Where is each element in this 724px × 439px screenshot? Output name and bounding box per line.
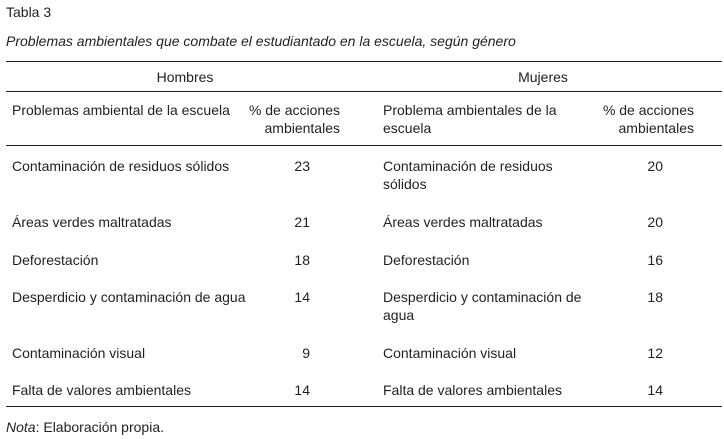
row-2-men-percent: 21 — [294, 214, 310, 230]
row-5-women-problem: Contaminación visual — [383, 345, 517, 361]
row-3-women-problem: Deforestación — [383, 252, 470, 268]
header-rule — [6, 145, 722, 146]
row-5-women-percent: 12 — [647, 345, 663, 361]
table-label: Tabla 3 — [6, 4, 52, 20]
row-3-men-percent: 18 — [294, 252, 310, 268]
row-1-men-problem: Contaminación de residuos sólidos — [12, 158, 230, 174]
row-5-men-percent: 9 — [302, 345, 310, 361]
row-4-women-problem: Desperdicio y contaminación de agua — [383, 289, 582, 323]
row-4-men-percent: 14 — [294, 289, 310, 305]
row-2-women-problem: Áreas verdes maltratadas — [383, 214, 543, 230]
row-3-men-problem: Deforestación — [12, 252, 99, 268]
row-6-men-percent: 14 — [294, 382, 310, 398]
group-header-men: Hombres — [156, 69, 214, 85]
row-6-women-problem: Falta de valores ambientales — [383, 382, 562, 398]
row-6-women-percent: 14 — [647, 382, 663, 398]
header-women-problem: Problema ambientales de la escuela — [383, 102, 557, 136]
note-label: Nota — [6, 419, 36, 435]
row-1-men-percent: 23 — [294, 158, 310, 174]
row-4-men-problem: Desperdicio y contaminación de agua — [12, 289, 246, 305]
row-5-men-problem: Contaminación visual — [12, 345, 146, 361]
row-2-men-problem: Áreas verdes maltratadas — [12, 214, 172, 230]
header-women-percent: % de acciones ambientales — [602, 102, 694, 136]
row-4-women-percent: 18 — [647, 289, 663, 305]
row-6-men-problem: Falta de valores ambientales — [12, 382, 191, 398]
table-note — [6, 419, 164, 435]
row-3-women-percent: 16 — [647, 252, 663, 268]
row-1-women-problem: Contaminación de residuos sólidos — [383, 158, 553, 192]
group-header-women: Mujeres — [518, 69, 568, 85]
table-title: Problemas ambientales que combate el estudiantado en la escuela, según género — [6, 33, 516, 49]
header-men-percent: % de acciones ambientales — [248, 102, 340, 136]
row-1-women-percent: 20 — [647, 158, 663, 174]
header-men-problem: Problemas ambiental de la escuela — [12, 102, 230, 118]
note-text: : Elaboración propia. — [35, 419, 164, 435]
group-rule — [6, 91, 722, 92]
row-2-women-percent: 20 — [647, 214, 663, 230]
bottom-rule — [6, 406, 722, 407]
top-rule — [6, 61, 722, 62]
